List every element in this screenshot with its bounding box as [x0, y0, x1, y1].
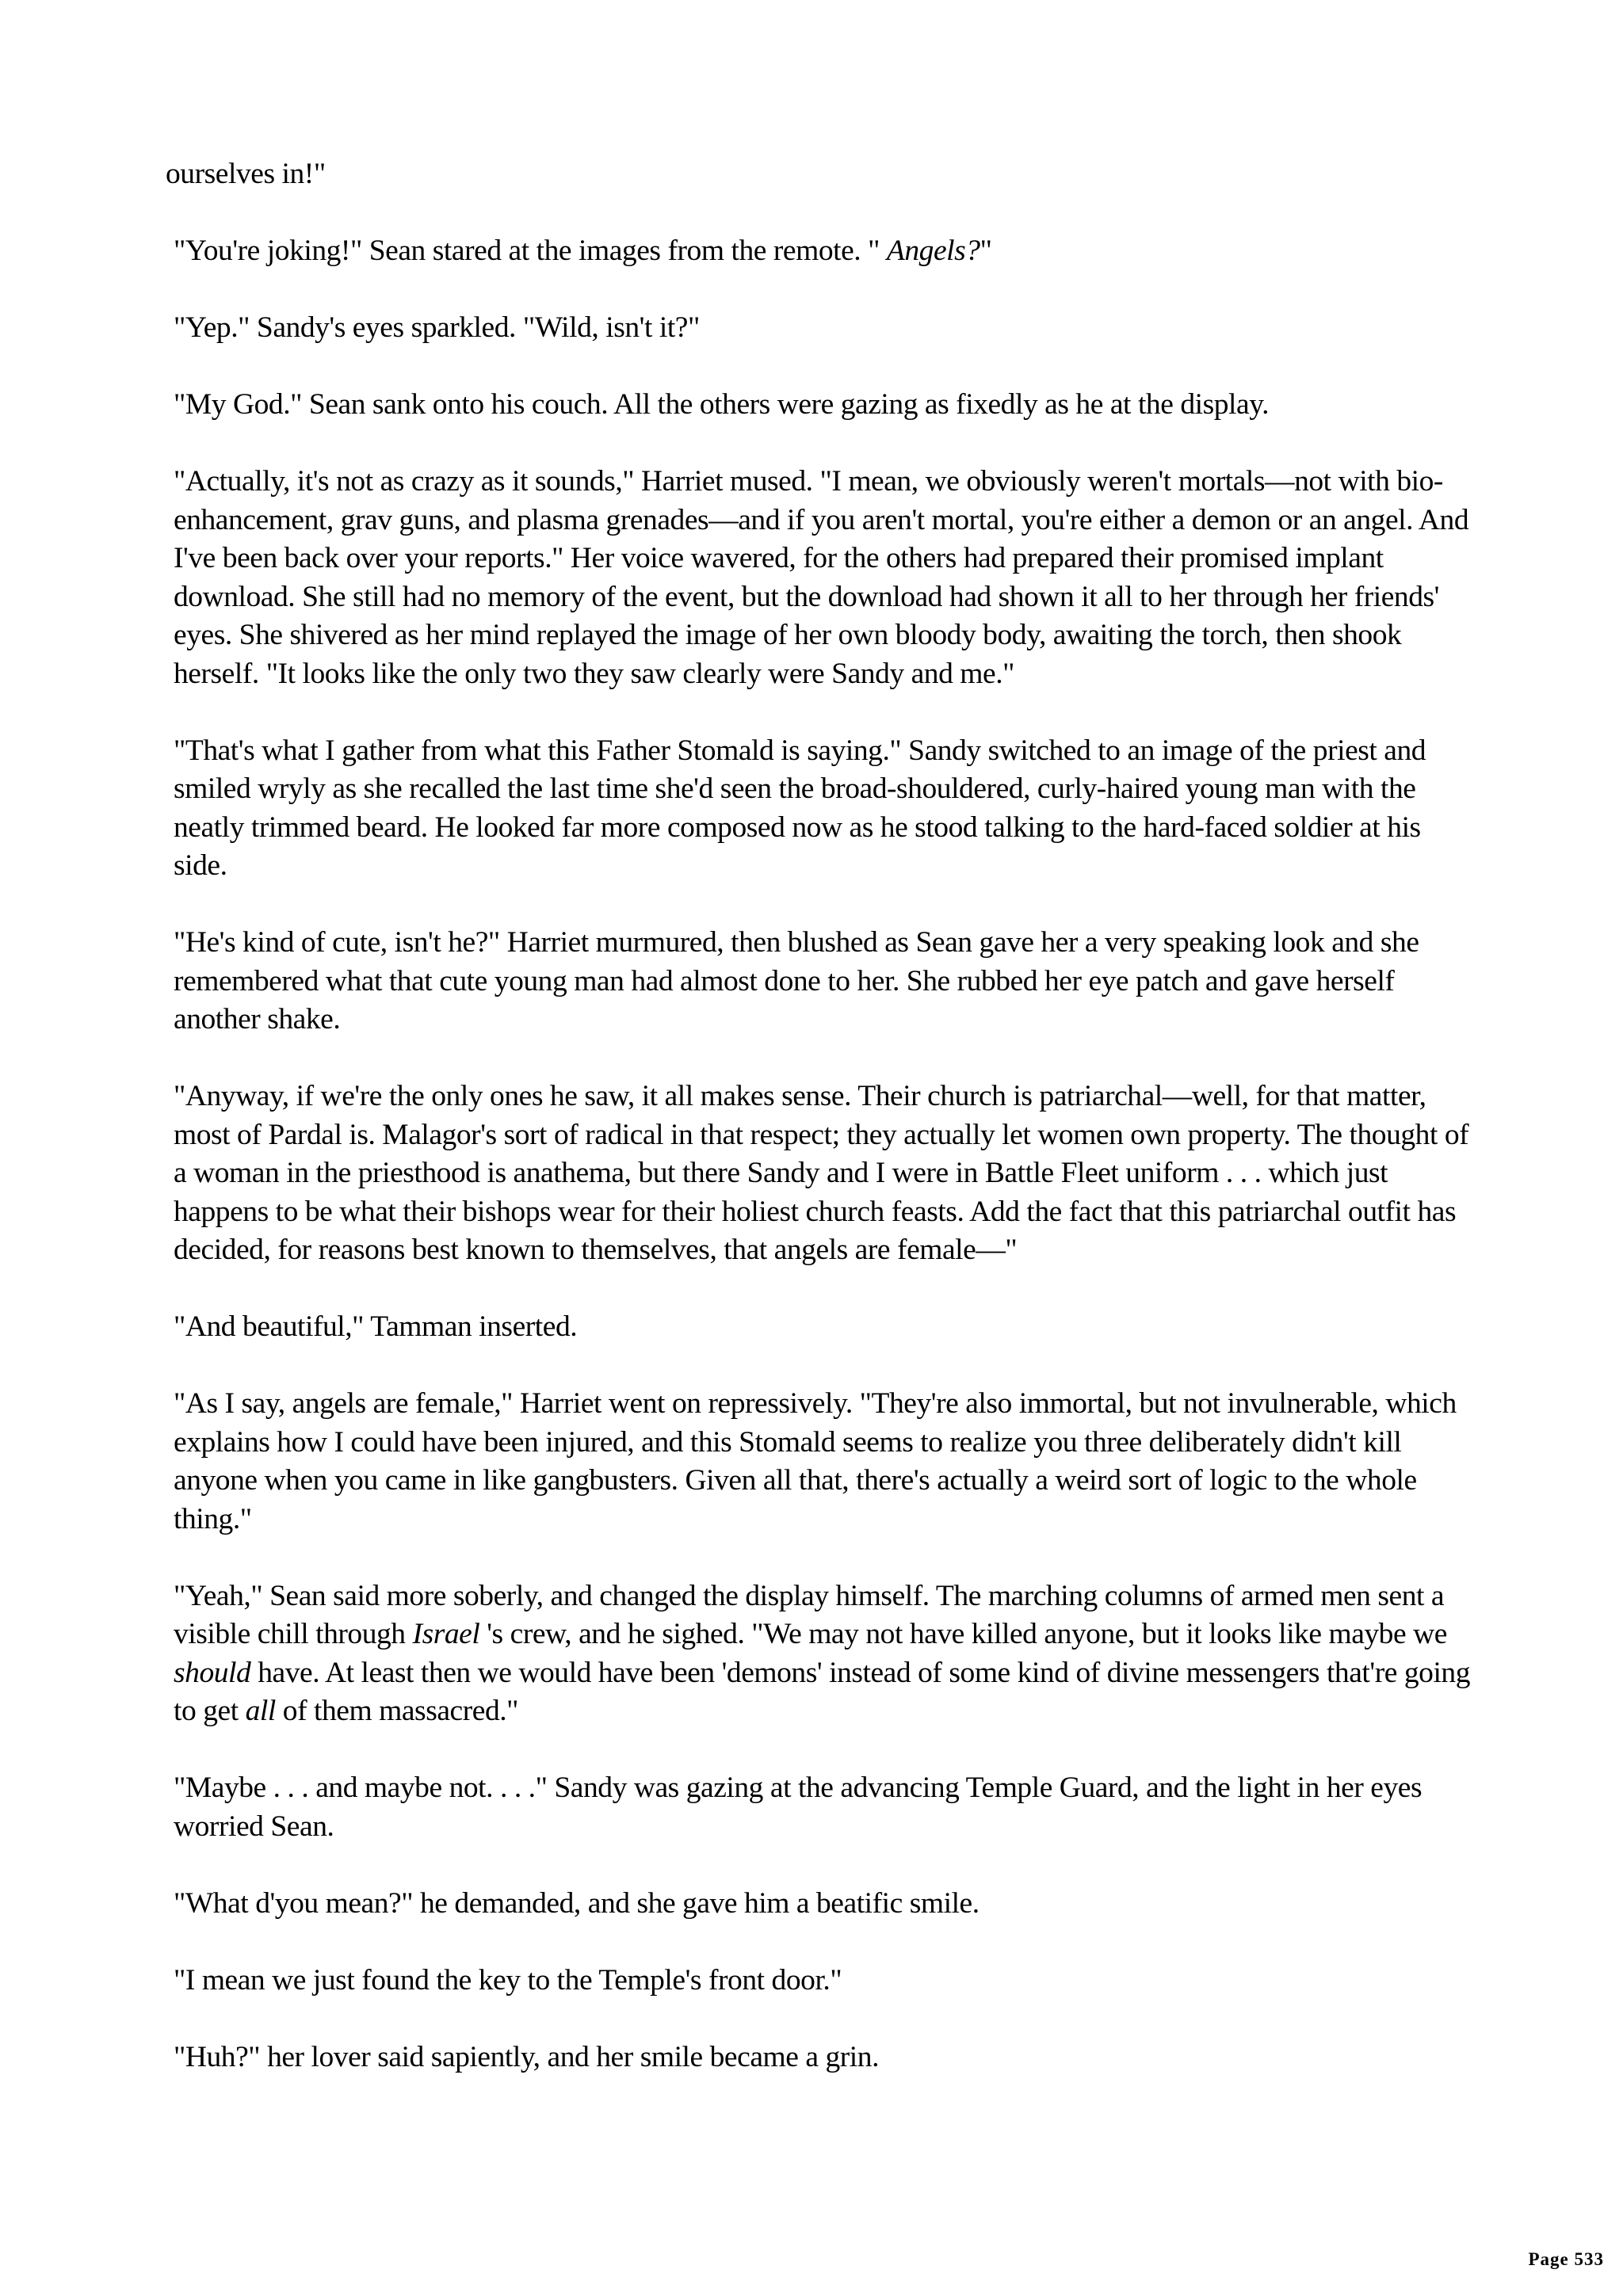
italic-text: should	[174, 1656, 251, 1689]
text-run: have. At least then we would have been 'demons' instead of some kind of divine messengers that're going to get	[174, 1656, 1471, 1727]
text-run: "	[980, 235, 992, 267]
paragraph	[166, 1077, 1473, 1270]
text-run: "Yep." Sandy's eyes sparkled. "Wild, isn't it?"	[174, 311, 700, 344]
italic-text: Angels?	[886, 235, 980, 267]
italic-text: Israel	[412, 1618, 480, 1650]
text-run: 's crew, and he sighed. "We may not have killed anyone, but it looks like maybe we	[479, 1618, 1447, 1650]
italic-text: all	[245, 1695, 276, 1727]
body-text	[166, 155, 1473, 2077]
paragraph	[166, 155, 1473, 194]
text-run: "Anyway, if we're the only ones he saw, it all makes sense. Their church is patriarchal—well, for that matter, most of Pardal is. Malagor's sort of radical in that respect; they actually let women own property. The thought of a woman in the priesthood is anathema, but there Sandy and I were in Battle Fleet uniform . . . which just happens to be what their bishops wear for their holiest church feasts. Add the fact that this patriarchal outfit has decided, for reasons best known to themselves, that angels are female—"	[174, 1080, 1469, 1266]
paragraph	[166, 2039, 1473, 2077]
text-run: "As I say, angels are female," Harriet went on repressively. "They're also immortal, but not invulnerable, which explains how I could have been injured, and this Stomald seems to realize you three deliberately didn't kill anyone when you came in like gangbusters. Given all that, there's actually a weird sort of logic to the whole thing."	[174, 1387, 1457, 1535]
paragraph	[166, 1385, 1473, 1539]
paragraph	[166, 232, 1473, 271]
text-run: "You're joking!" Sean stared at the images from the remote. "	[174, 235, 887, 267]
paragraph	[166, 463, 1473, 693]
text-run: "What d'you mean?" he demanded, and she gave him a beatific smile.	[174, 1886, 980, 1920]
paragraph	[166, 924, 1473, 1039]
paragraph	[166, 309, 1473, 348]
text-run: "And beautiful," Tamman inserted.	[174, 1310, 578, 1343]
paragraph	[166, 1885, 1473, 1924]
text-run: ourselves in!"	[166, 158, 326, 190]
text-run: "That's what I gather from what this Father Stomald is saying." Sandy switched to an image of the priest and smiled wryly as she recalled the last time she'd seen the broad-shouldered, curly-haired young man with the neatly trimmed beard. He looked far more composed now as he stood talking to the hard-faced soldier at his side.	[174, 734, 1426, 882]
text-run: "He's kind of cute, isn't he?" Harriet murmured, then blushed as Sean gave her a very speaking look and she remembered what that cute young man had almost done to her. She rubbed her eye patch and gave herself another shake.	[174, 926, 1419, 1035]
text-run: "My God." Sean sank onto his couch. All the others were gazing as fixedly as he at the display.	[174, 388, 1269, 421]
paragraph	[166, 1577, 1473, 1731]
paragraph	[166, 1769, 1473, 1846]
paragraph	[166, 1962, 1473, 2000]
paragraph	[166, 732, 1473, 886]
page-number: Page 533	[1528, 2249, 1604, 2269]
text-run: of them massacred."	[275, 1695, 519, 1727]
paragraph	[166, 1308, 1473, 1347]
paragraph	[166, 386, 1473, 425]
text-run: "I mean we just found the key to the Temple's front door."	[174, 1963, 842, 1997]
text-run: "Yeah," Sean said more soberly, and changed the display himself. The marching columns of armed men sent a visible chill through	[174, 1579, 1445, 1650]
text-run: "Actually, it's not as crazy as it sounds," Harriet mused. "I mean, we obviously weren't mortals—not with bio-enhancement, grav guns, and plasma grenades—and if you aren't mortal, you're either a demon or an angel. And I've been back over your reports." Her voice wavered, for the others had prepared their promised implant download. She still had no memory of the event, but the download had shown it all to her through her friends' eyes. She shivered as her mind replayed the image of her own bloody body, awaiting the torch, then shook herself. "It looks like the only two they saw clearly were Sandy and me."	[174, 465, 1469, 690]
text-run: "Huh?" her lover said sapiently, and her smile became a grin.	[174, 2040, 880, 2073]
text-run: "Maybe . . . and maybe not. . . ." Sandy was gazing at the advancing Temple Guard, and the light in her eyes worried Sean.	[174, 1772, 1423, 1843]
